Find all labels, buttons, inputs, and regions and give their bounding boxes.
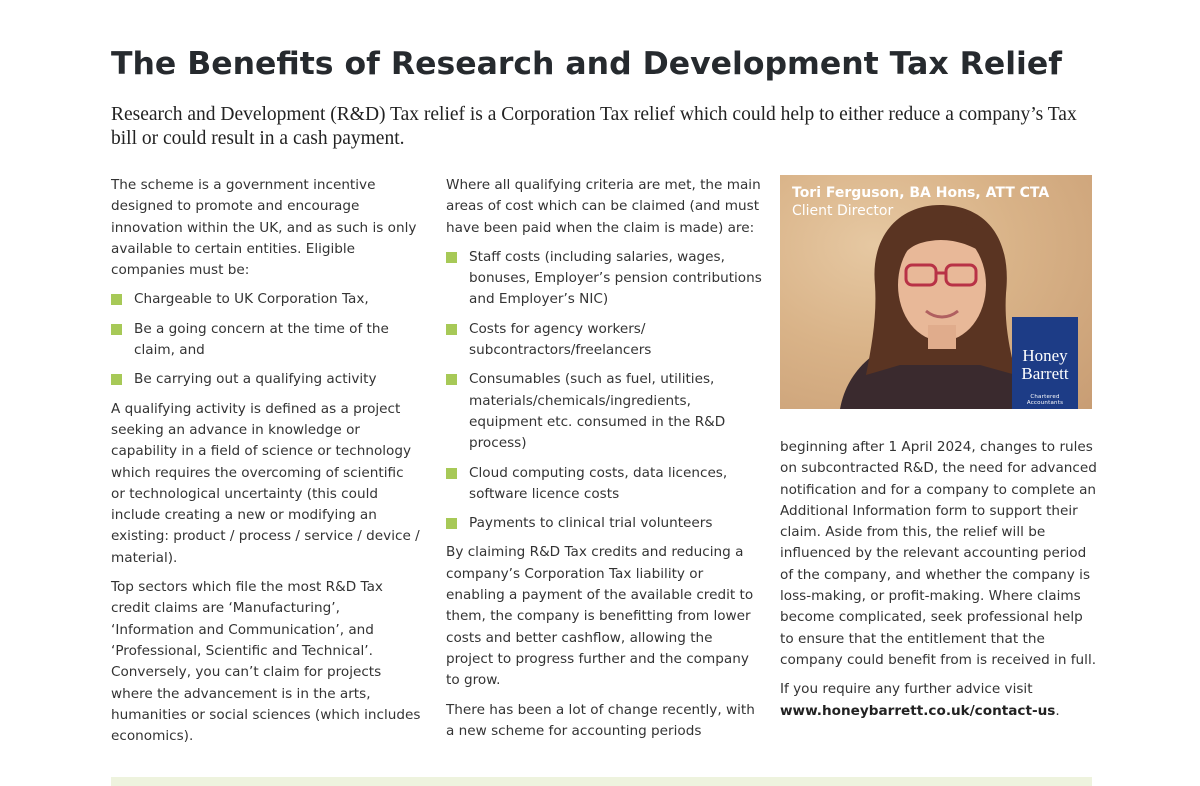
list-item: Staff costs (including salaries, wages, bonuses, Employer’s pension contributions and Employer’s NIC) xyxy=(446,247,764,311)
continuation-paragraph: beginning after 1 April 2024, changes to rules on subcontracted R&D, the need for advanced notification and for a company to complete an Additional Information form to support their claim. Aside from this, the relief will be influenced by the relevant accounting period of the company, and whether the company is loss-making, or profit-making. Where claims become complicated, seek professional help to ensure that the entitlement that the company could benefit from is received in full. xyxy=(780,439,1097,668)
cost-list xyxy=(446,247,764,535)
bullet-square-icon xyxy=(446,518,457,529)
bullet-square-icon xyxy=(446,324,457,335)
list-item: Be carrying out a qualifying activity xyxy=(111,369,421,390)
column-middle xyxy=(446,175,764,750)
contact-link[interactable]: www.honeybarrett.co.uk/contact-us xyxy=(780,702,1056,719)
list-item: Be a going concern at the time of the claim, and xyxy=(111,319,421,362)
eligibility-list xyxy=(111,289,421,390)
list-item: Costs for agency workers/ subcontractors/freelancers xyxy=(446,319,764,362)
qualifying-activity-paragraph: A qualifying activity is defined as a project seeking an advance in knowledge or capability in a field of science or technology which requires the overcoming of scientific or technological uncertainty (this could include creating a new or modifying an existing: product / process / service / device / material). xyxy=(111,400,420,566)
person-name: Tori Ferguson, BA Hons, ATT CTA xyxy=(792,185,1050,201)
list-item: Chargeable to UK Corporation Tax, xyxy=(111,289,421,310)
bullet-square-icon xyxy=(111,374,122,385)
list-item: Consumables (such as fuel, utilities, materials/chemicals/ingredients, equipment etc. consumed in the R&D process) xyxy=(446,369,764,454)
column-right xyxy=(780,437,1098,730)
person-role: Client Director xyxy=(792,203,894,219)
footer-band xyxy=(111,777,1092,786)
bullet-square-icon xyxy=(446,374,457,385)
bullet-square-icon xyxy=(111,324,122,335)
logo-wordmark: Honey Barrett xyxy=(1021,346,1069,383)
recent-change-paragraph: There has been a lot of change recently, with a new scheme for accounting periods xyxy=(446,701,755,739)
profile-photo xyxy=(780,175,1092,409)
page-title: The Benefits of Research and Development Tax Relief xyxy=(111,46,1062,82)
list-item: Payments to clinical trial volunteers xyxy=(446,513,764,534)
benefits-paragraph: By claiming R&D Tax credits and reducing a company’s Corporation Tax liability or enabling a payment of the available credit to them, the company is benefitting from lower costs and better cashflow, allowing the project to progress further and the company to grow. xyxy=(446,544,754,689)
bullet-square-icon xyxy=(446,252,457,263)
contact-paragraph: If you require any further advice visit www.honeybarrett.co.uk/contact-us. xyxy=(780,681,1060,719)
company-logo xyxy=(1012,317,1078,409)
eligibility-paragraph: The scheme is a government incentive designed to promote and encourage innovation within the UK, and as such is only available to certain entities. Eligible companies must be: xyxy=(111,177,417,279)
column-left xyxy=(111,175,421,755)
intro-paragraph: Research and Development (R&D) Tax relief is a Corporation Tax relief which could help to either reduce a company’s Tax bill or could result in a cash payment. xyxy=(111,104,1077,149)
criteria-paragraph: Where all qualifying criteria are met, the main areas of cost which can be claimed (and must have been paid when the claim is made) are: xyxy=(446,177,761,236)
bullet-square-icon xyxy=(111,294,122,305)
top-sectors-paragraph: Top sectors which file the most R&D Tax credit claims are ‘Manufacturing’, ‘Information and Communication’, and ‘Professional, Scientific and Technical’. Conversely, you can’t claim for projects where the advancement is in the arts, humanities or social sciences (which includes economics). xyxy=(111,579,421,745)
list-item: Cloud computing costs, data licences, software licence costs xyxy=(446,463,764,506)
logo-subtitle: Chartered Accountants xyxy=(1026,394,1064,406)
bullet-square-icon xyxy=(446,468,457,479)
